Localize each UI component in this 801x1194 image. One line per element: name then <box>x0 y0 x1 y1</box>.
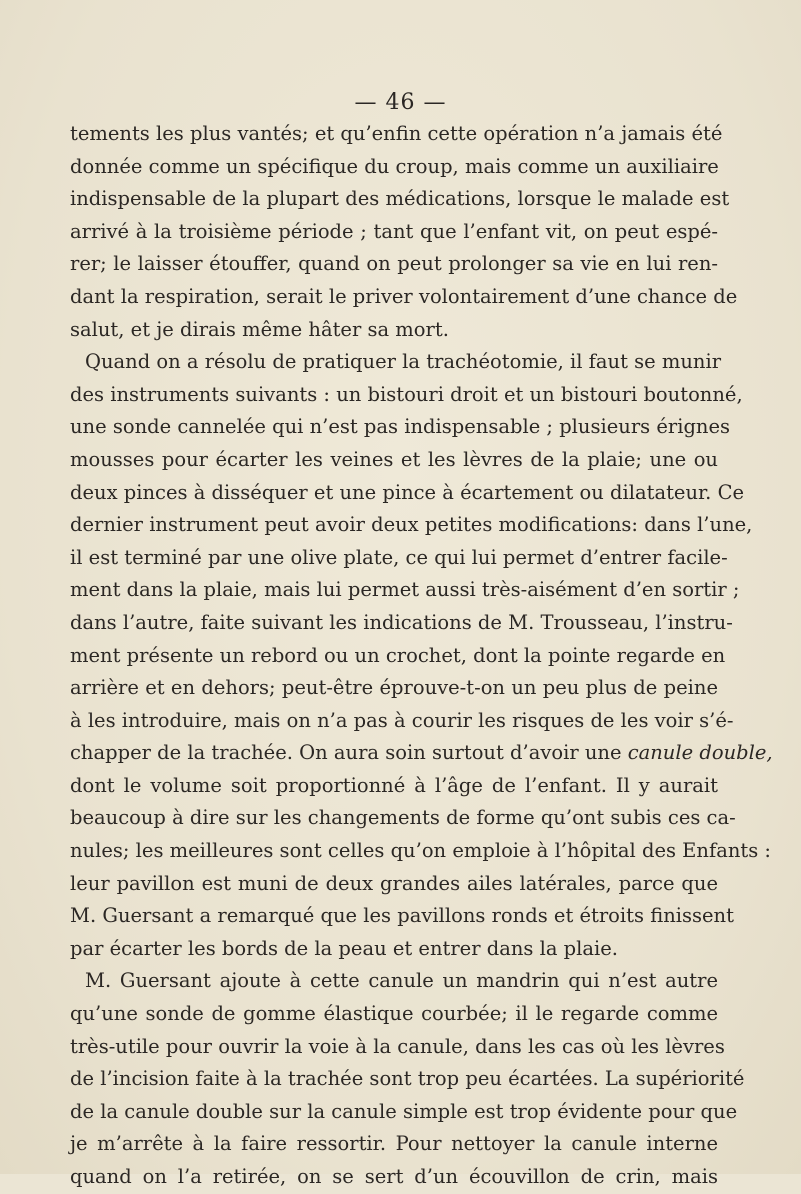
text-line: Quand on a résolu de pratiquer la trachéotomie, il faut se munir <box>85 350 722 374</box>
text-line: salut, et je dirais même hâter sa mort. <box>70 317 449 341</box>
italic-term: canule double, <box>627 741 773 765</box>
text-line: des instruments suivants : un bistouri droit et un bistouri boutonné, <box>70 382 743 406</box>
body-text <box>70 118 773 1194</box>
text-line: quand on l’a retirée, on se sert d’un écouvillon de crin, mais <box>70 1165 718 1188</box>
text-line: ment présente un rebord ou un crochet, dont la pointe regarde en <box>70 643 726 667</box>
text-line: nules; les meilleures sont celles qu’on emploie à l’hôpital des Enfants : <box>70 839 771 863</box>
text-line: je m’arrête à la faire ressortir. Pour nettoyer la canule interne <box>70 1132 718 1156</box>
text-line: indispensable de la plupart des médications, lorsque le malade est <box>70 187 730 211</box>
text-line: deux pinces à disséquer et une pince à écartement ou dilatateur. Ce <box>70 480 745 504</box>
text-line: rer; le laisser étouffer, quand on peut prolonger sa vie en lui ren- <box>70 252 718 276</box>
text-line: beaucoup à dire sur les changements de forme qu’ont subis ces ca- <box>70 806 736 830</box>
text-line: dont le volume soit proportionné à l’âge de l’enfant. Il y aurait <box>70 773 718 797</box>
text-line: M. Guersant a remarqué que les pavillons ronds et étroits finissent <box>70 904 734 928</box>
page-number: — 46 — <box>354 90 447 115</box>
text-line: une sonde cannelée qui n’est pas indispensable ; plusieurs érignes <box>70 415 731 439</box>
text-line <box>70 737 773 770</box>
text-line: M. Guersant ajoute à cette canule un mandrin qui n’est autre <box>85 969 718 993</box>
text-line: leur pavillon est muni de deux grandes ailes latérales, parce que <box>70 871 718 895</box>
text-line: tements les plus vantés; et qu’enfin cette opération n’a jamais été <box>70 122 723 145</box>
text-line-segment: chapper de la trachée. On aura soin surtout d’avoir une <box>70 741 628 765</box>
text-line: mousses pour écarter les veines et les lèvres de la plaie; une ou <box>70 447 718 471</box>
text-line: qu’une sonde de gomme élastique courbée; il le regarde comme <box>70 1002 718 1026</box>
text-line: à les introduire, mais on n’a pas à courir les risques de les voir s’é- <box>70 708 734 732</box>
text-line: dans l’autre, faite suivant les indications de M. Trousseau, l’instru- <box>70 610 733 634</box>
text-line: de la canule double sur la canule simple est trop évidente pour que <box>70 1099 738 1123</box>
text-line: arrivé à la troisième période ; tant que l’enfant vit, on peut espé- <box>70 219 718 243</box>
text-line: très-utile pour ouvrir la voie à la canule, dans les cas où les lèvres <box>70 1034 725 1058</box>
text-line: de l’incision faite à la trachée sont trop peu écartées. La supériorité <box>70 1067 745 1091</box>
text-line: par écarter les bords de la peau et entrer dans la plaie. <box>70 936 618 960</box>
text-line: il est terminé par une olive plate, ce qui lui permet d’entrer facile- <box>70 545 728 569</box>
text-line: dernier instrument peut avoir deux petites modifications: dans l’une, <box>70 513 753 537</box>
text-line: donnée comme un spécifique du croup, mais comme un auxiliaire <box>70 154 719 178</box>
text-line: dant la respiration, serait le priver volontairement d’une chance de <box>70 284 738 308</box>
text-line: arrière et en dehors; peut-être éprouve-t-on un peu plus de peine <box>70 676 718 700</box>
text-line: ment dans la plaie, mais lui permet aussi très-aisément d’en sortir ; <box>70 578 740 602</box>
